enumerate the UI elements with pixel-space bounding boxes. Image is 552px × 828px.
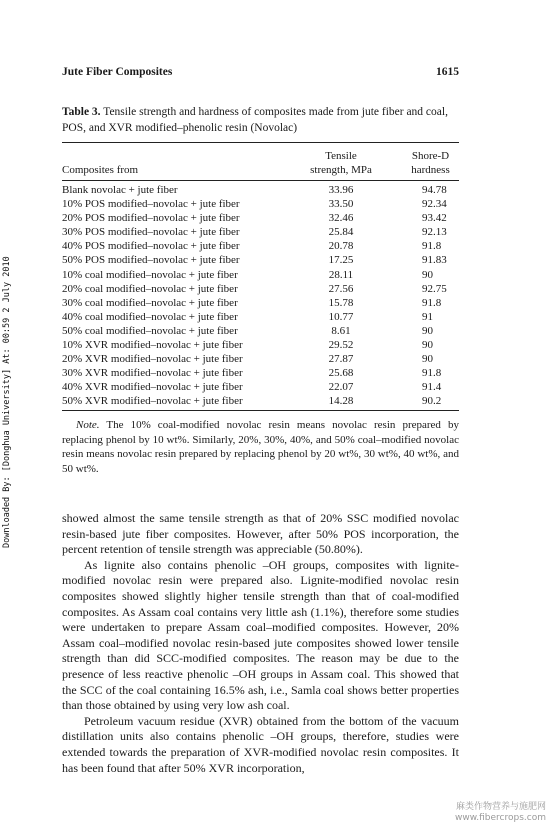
cell-composite: 40% coal modified–novolac + jute fiber: [62, 310, 238, 323]
cell-tensile: 15.78: [328, 296, 354, 309]
cell-hardness: 91.8: [422, 240, 442, 253]
cell-hardness: 91: [422, 310, 433, 323]
cell-hardness: 90: [422, 324, 433, 337]
cell-tensile: 25.68: [328, 367, 354, 380]
table-caption: [62, 104, 459, 136]
table-note: [62, 418, 459, 476]
cell-composite: 40% POS modified–novolac + jute fiber: [62, 240, 240, 253]
cell-tensile: 25.84: [328, 226, 354, 239]
table-header-rule: [62, 180, 459, 181]
table-row: [62, 253, 459, 267]
table-row: [62, 338, 459, 352]
cell-tensile: 32.46: [328, 212, 354, 225]
table-row: [62, 197, 459, 211]
cell-composite: 10% coal modified–novolac + jute fiber: [62, 268, 238, 281]
table-bottom-rule: [62, 410, 459, 411]
table-row: [62, 352, 459, 366]
table-row: [62, 310, 459, 324]
cell-hardness: 92.75: [422, 282, 447, 295]
cell-tensile: 33.50: [328, 198, 354, 211]
cell-hardness: 91.8: [422, 296, 442, 309]
cell-tensile: 27.87: [328, 353, 354, 366]
watermark-line1: 麻类作物营养与施肥网: [455, 802, 546, 812]
cell-hardness: 90: [422, 268, 433, 281]
cell-hardness: 91.83: [422, 254, 447, 267]
table-note-text: The 10% coal-modified novolac resin means novolac resin prepared by replacing phenol by 10 wt%. Similarly, 20%, 30%, 40%, and 50% coal–modified novolac resin means novolac resin prepared by replacing phenol by 20 wt%, 30 wt%, 40 wt%, and 50 wt%.: [62, 419, 459, 475]
cell-hardness: 90: [422, 353, 433, 366]
cell-tensile: 33.96: [328, 184, 354, 196]
header-hardness: [402, 149, 459, 177]
body-text: [62, 511, 459, 776]
cell-composite: 10% XVR modified–novolac + jute fiber: [62, 339, 243, 352]
cell-hardness: 93.42: [422, 212, 447, 225]
download-stamp: Downloaded By: [Donghua University] At: 00:59 2 July 2010: [2, 256, 12, 548]
watermark-line2: www.fibercrops.com: [455, 813, 546, 823]
cell-tensile: 20.78: [328, 240, 354, 253]
table-row: [62, 183, 459, 197]
cell-hardness: 92.13: [422, 226, 447, 239]
cell-hardness: 90.2: [422, 395, 442, 408]
table-row: [62, 380, 459, 394]
header-hardness-line2: hardness: [411, 164, 450, 176]
header-tensile-line1: Tensile: [325, 150, 357, 162]
table-body: [62, 183, 459, 409]
body-paragraph-1: showed almost the same tensile strength as that of 20% SSC modified novolac resin-based jute fiber composites. However, after 50% POS incorporation, the percent retention of tensile strength was appreciable (50.80%).: [62, 511, 459, 557]
cell-composite: 50% XVR modified–novolac + jute fiber: [62, 395, 243, 408]
cell-composite: 30% coal modified–novolac + jute fiber: [62, 296, 238, 309]
cell-tensile: 14.28: [328, 395, 354, 408]
cell-tensile: 8.61: [331, 324, 351, 337]
body-paragraph-2: As lignite also contains phenolic –OH groups, composites with lignite-modified novolac resin were prepared also. Lignite-modified novolac resin composites showed slightly higher tensile strength than that of coal-modified composites. As Assam coal contains very little ash (1.1%), therefore some studies were undertaken to prepare Assam coal–modified composites. However, 20% Assam coal–modified novolac resin-based jute composites showed lower tensile strength than did SCC-modified composites. The reason may be due to the presence of less reactive phenolic –OH groups in Assam coal. This showed that the SCC of the coal containing 16.5% ash, i.e., Samla coal shows better properties than those obtained by using very low ash coal.: [62, 557, 459, 713]
cell-tensile: 29.52: [328, 339, 354, 352]
table-note-label: Note.: [76, 419, 100, 431]
table-row: [62, 225, 459, 239]
cell-composite: 50% POS modified–novolac + jute fiber: [62, 254, 240, 267]
cell-composite: 30% XVR modified–novolac + jute fiber: [62, 367, 243, 380]
table-row: [62, 211, 459, 225]
cell-hardness: 94.78: [422, 184, 447, 196]
cell-composite: 50% coal modified–novolac + jute fiber: [62, 324, 238, 337]
cell-composite: 30% POS modified–novolac + jute fiber: [62, 226, 240, 239]
table-row: [62, 268, 459, 282]
cell-tensile: 17.25: [328, 254, 354, 267]
table-caption-text: Tensile strength and hardness of composites made from jute fiber and coal, POS, and XVR modified–phenolic resin (Novolac): [62, 106, 448, 134]
cell-composite: 10% POS modified–novolac + jute fiber: [62, 198, 240, 211]
cell-composite: 20% coal modified–novolac + jute fiber: [62, 282, 238, 295]
table-top-rule: [62, 142, 459, 143]
header-composites: Composites from: [62, 164, 139, 176]
table-row: [62, 282, 459, 296]
body-paragraph-3: Petroleum vacuum residue (XVR) obtained from the bottom of the vacuum distillation units also contains phenolic –OH groups, therefore, studies were extended towards the preparation of XVR-modified novolac resin composites. It has been found that after 50% XVR incorporation,: [62, 713, 459, 775]
table-row: [62, 239, 459, 253]
table-row: [62, 324, 459, 338]
cell-tensile: 27.56: [328, 282, 354, 295]
header-tensile: [296, 149, 386, 177]
cell-hardness: 91.8: [422, 367, 442, 380]
cell-tensile: 10.77: [328, 310, 354, 323]
running-head-title: Jute Fiber Composites: [62, 66, 173, 78]
table-caption-label: Table 3.: [62, 106, 101, 118]
table-row: [62, 296, 459, 310]
cell-composite: 20% POS modified–novolac + jute fiber: [62, 212, 240, 225]
cell-composite: 40% XVR modified–novolac + jute fiber: [62, 381, 243, 394]
table-row: [62, 394, 459, 408]
watermark: [455, 802, 546, 824]
page-number: 1615: [436, 66, 459, 78]
cell-hardness: 92.34: [422, 198, 447, 211]
cell-tensile: 22.07: [328, 381, 354, 394]
header-hardness-line1: Shore-D: [411, 150, 450, 162]
header-tensile-line2: strength, MPa: [310, 164, 372, 176]
cell-composite: Blank novolac + jute fiber: [62, 184, 178, 196]
cell-tensile: 28.11: [328, 268, 354, 281]
table-row: [62, 366, 459, 380]
cell-hardness: 90: [422, 339, 433, 352]
cell-composite: 20% XVR modified–novolac + jute fiber: [62, 353, 243, 366]
cell-hardness: 91.4: [422, 381, 442, 394]
